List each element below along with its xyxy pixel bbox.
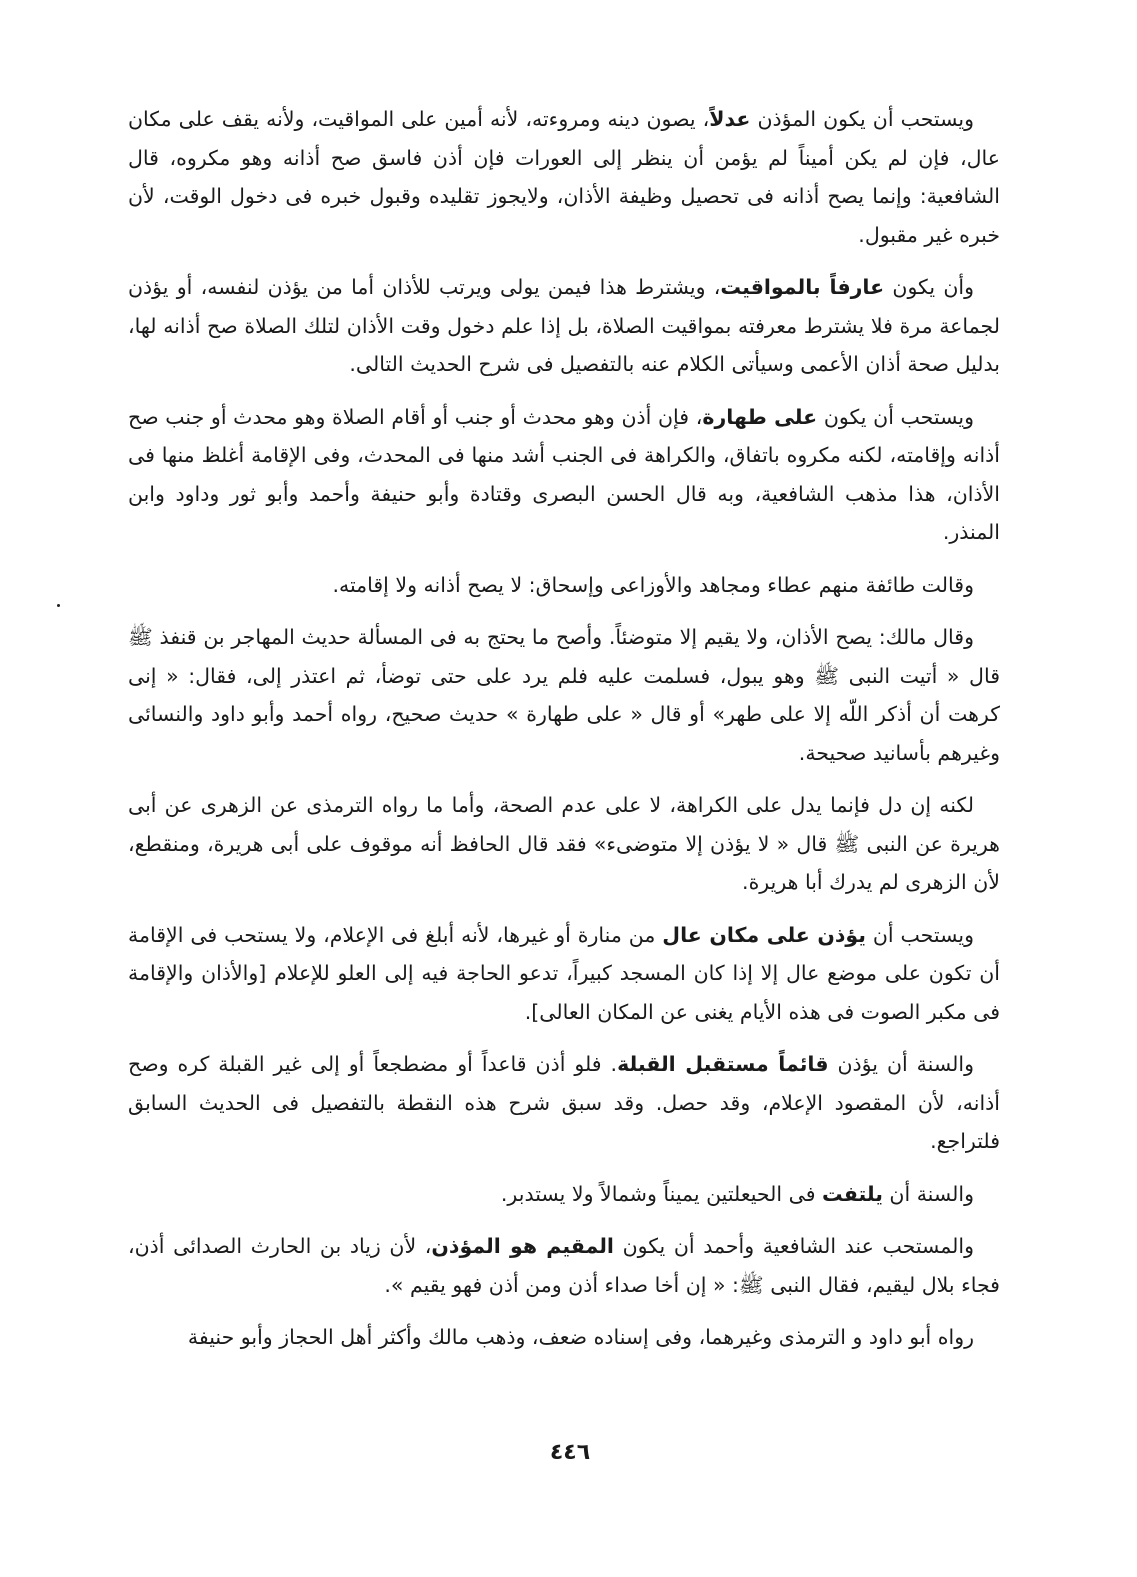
paragraph-text: من منارة أو غيرها، لأنه أبلغ فى الإعلام، ولا يستحب فى الإقامة أن تكون على موضع عال إلا إذا كان المسجد كبيراً، تدعو الحاجة فيه إلى العلو للإعلام [والأذان والإقامة فى مكبر الصوت فى هذه الأيام يغنى عن المكان العالى]. — [128, 922, 1000, 1024]
paragraph-text: ، لأن زياد بن الحارث الصدائى أذن، فجاء بلال ليقيم، فقال النبى ﷺ: « إن أخا صداء أذن ومن أذن فهو يقيم ». — [128, 1234, 1000, 1297]
paragraph-text: والمستحب عند الشافعية وأحمد أن يكون — [613, 1234, 974, 1258]
paragraph — [128, 618, 1000, 772]
paragraph-text: فى الحيعلتين يميناً وشمالاً ولا يستدبر. — [500, 1181, 823, 1206]
paragraph-text: وقالت طائفة منهم عطاء ومجاهد والأوزاعى وإسحاق: لا يصح أذانه ولا إقامته. — [332, 572, 974, 597]
paragraph — [128, 100, 1000, 254]
page-number: ٤٤٦ — [549, 1440, 591, 1465]
paragraph — [128, 398, 1000, 552]
paragraph — [128, 268, 1000, 384]
bold-term: قائماً مستقبل القبلة — [617, 1052, 829, 1076]
paragraph — [128, 1045, 1000, 1161]
bold-term: عدلاً — [709, 107, 751, 131]
paragraph — [128, 786, 1000, 902]
paragraph — [128, 1318, 1000, 1357]
page-body — [128, 100, 1000, 1371]
bold-term: على طهارة — [702, 404, 818, 429]
paragraph-text: ويستحب أن يكون المؤذن — [750, 107, 975, 131]
paragraph-text: . فلو أذن قاعداً أو مضطجعاً أو إلى غير القبلة كره وصح أذانه، لأن المقصود الإعلام، وقد حصل. وقد سبق شرح هذه النقطة بالتفصيل فى الحديث السابق فلتراجع. — [128, 1052, 1000, 1153]
paragraph-text: وأن يكون — [884, 275, 975, 299]
paragraph-text: والسنة أن يؤذن — [828, 1052, 974, 1076]
paragraph-text: لكنه إن دل فإنما يدل على الكراهة، لا على عدم الصحة، وأما ما رواه الترمذى عن الزهرى عن أبى هريرة عن النبى ﷺ قال « لا يؤذن إلا متوضىء» فقد قال الحافظ أنه موقوف على أبى هريرة، ومنقطع، لأن الزهرى لم يدرك أبا هريرة. — [128, 793, 1000, 894]
paragraph — [128, 916, 1000, 1032]
margin-mark — [57, 604, 60, 607]
bold-term: المقيم هو المؤذن — [431, 1234, 614, 1258]
paragraph-text: ، يصون دينه ومروءته، لأنه أمين على المواقيت، ولأنه يقف على مكان عال، فإن لم يكن أميناً لم يؤمن أن ينظر إلى العورات فإن أذن فاسق صح أذانه وهو مكروه، قال الشافعية: وإنما يصح أذانه فى تحصيل وظيفة الأذان، ولايجوز تقليده وقبول خبره فى دخول الوقت، لأن خبره غير مقبول. — [128, 107, 1000, 247]
paragraph — [128, 1175, 1000, 1214]
paragraph-text: وقال مالك: يصح الأذان، ولا يقيم إلا متوضئاً. وأصح ما يحتج به فى المسألة حديث المهاجر بن قنفذ ﷺ قال « أتيت النبى ﷺ وهو يبول، فسلمت عليه فلم يرد على حتى توضأ، ثم اعتذر إلى، فقال: « إنى كرهت أن أذكر اللّه إلا على طهر» أو قال « على طهارة » حديث صحيح، رواه أحمد وأبو داود والنسائى وغيرهم بأسانيد صحيحة. — [128, 625, 1000, 765]
paragraph — [128, 566, 1000, 605]
paragraph-text: ، فإن أذن وهو محدث أو جنب أو أقام الصلاة وهو محدث أو جنب صح أذانه وإقامته، لكنه مكروه باتفاق، والكراهة فى الجنب أشد منها فى المحدث، وفى الإقامة أغلظ منها فى الأذان، هذا مذهب الشافعية، وبه قال الحسن البصرى وقتادة وأبو حنيفة وأحمد وأبو ثور وداود وابن المنذر. — [128, 404, 1000, 544]
paragraph-text: ويستحب أن — [865, 922, 974, 947]
paragraph-text: رواه أبو داود و الترمذى وغيرهما، وفى إسناده ضعف، وذهب مالك وأكثر أهل الحجاز وأبو حنيفة — [187, 1325, 974, 1349]
bold-term: يؤذن على مكان عال — [662, 922, 866, 947]
paragraph-text: ، ويشترط هذا فيمن يولى ويرتب للأذان أما من يؤذن لنفسه، أو يؤذن لجماعة مرة فلا يشترط معرفته بمواقيت الصلاة، بل إذا علم دخول وقت الأذان لتلك الصلاة صح أذانه لها، بدليل صحة أذان الأعمى وسيأتى الكلام عنه بالتفصيل فى شرح الحديث التالى. — [128, 275, 1000, 376]
paragraph — [128, 1227, 1000, 1304]
bold-term: عارفاً بالمواقيت — [720, 275, 885, 299]
paragraph-text: والسنة أن — [882, 1181, 974, 1206]
paragraph-text: ويستحب أن يكون — [817, 404, 974, 429]
bold-term: يلتفت — [822, 1181, 883, 1206]
